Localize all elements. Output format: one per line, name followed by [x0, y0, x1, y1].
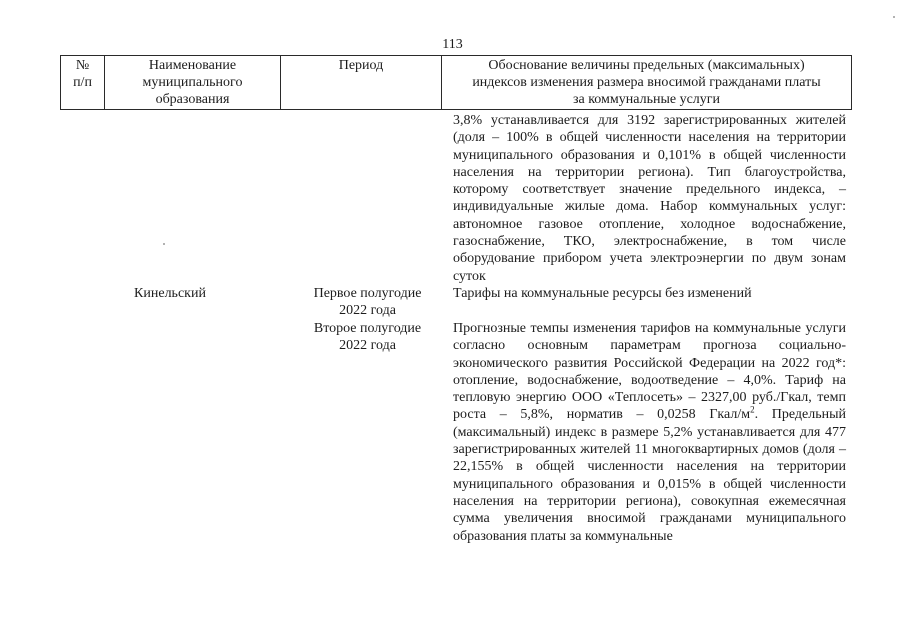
scan-speck [163, 243, 165, 245]
continuation-text: 3,8% устанавливается для 3192 зарегистрированных жителей (доля – 100% в общей численности населения на территории муниципального образования и 0,101% в общей численности населения на территории региона). Тип благоустройства, которому соответствует значение предельного индекса, – индивидуальные жилые дома. Набор коммунальных услуг: автономное газовое отопление, холодное водоснабжение, газоснабжение, ТКО, электроснабжение, в том числе оборудование прибором учета электроэнергии по двум зонам суток [453, 113, 846, 284]
square-meter-superscript: 2 [750, 404, 755, 415]
municipality-name: Кинельский [134, 286, 206, 301]
forecast-text-part2: . Предельный (максимальный) индекс в размере 5,2% устанавливается для 477 зарегистрированных жителей 11 многоквартирных домов (доля – 22,155% в общей численности населения на территории муниципального образования и 0,015% в общей численности населения на территории региона), совокупная ежемесячная сумма увеличения вносимой гражданами муниципального образования платы за коммунальные [453, 407, 846, 544]
forecast-text-part1: Прогнозные темпы изменения тарифов на коммунальные услуги согласно основным параметрам прогноза социально-экономического развития Российской Федерации на 2022 год*: отопление, водоснабжение, водоотведение – 4,0%. Тариф на тепловую энергию ООО «Теплосеть» – 2327,00 руб./Гкал, темп роста – 5,8%, норматив – 0,0258 Гкал/м [453, 321, 846, 423]
scan-speck [893, 16, 895, 18]
header-period-column: Период [281, 56, 442, 109]
tariffs-unchanged-text: Тарифы на коммунальные ресурсы без изменений [453, 286, 752, 301]
header-number-column: № п/п [61, 56, 105, 109]
page-number: 113 [442, 37, 463, 52]
header-justification-column: Обоснование величины предельных (максимальных) индексов изменения размера вносимой гражданами платы за коммунальные услуги [472, 58, 821, 107]
forecast-text [453, 320, 846, 545]
period-second-half: Второе полугодие 2022 года [313, 321, 422, 354]
header-municipality-column: Наименование муниципального образования [105, 56, 281, 109]
table-header [60, 55, 852, 110]
period-first-half: Первое полугодие 2022 года [313, 286, 422, 319]
